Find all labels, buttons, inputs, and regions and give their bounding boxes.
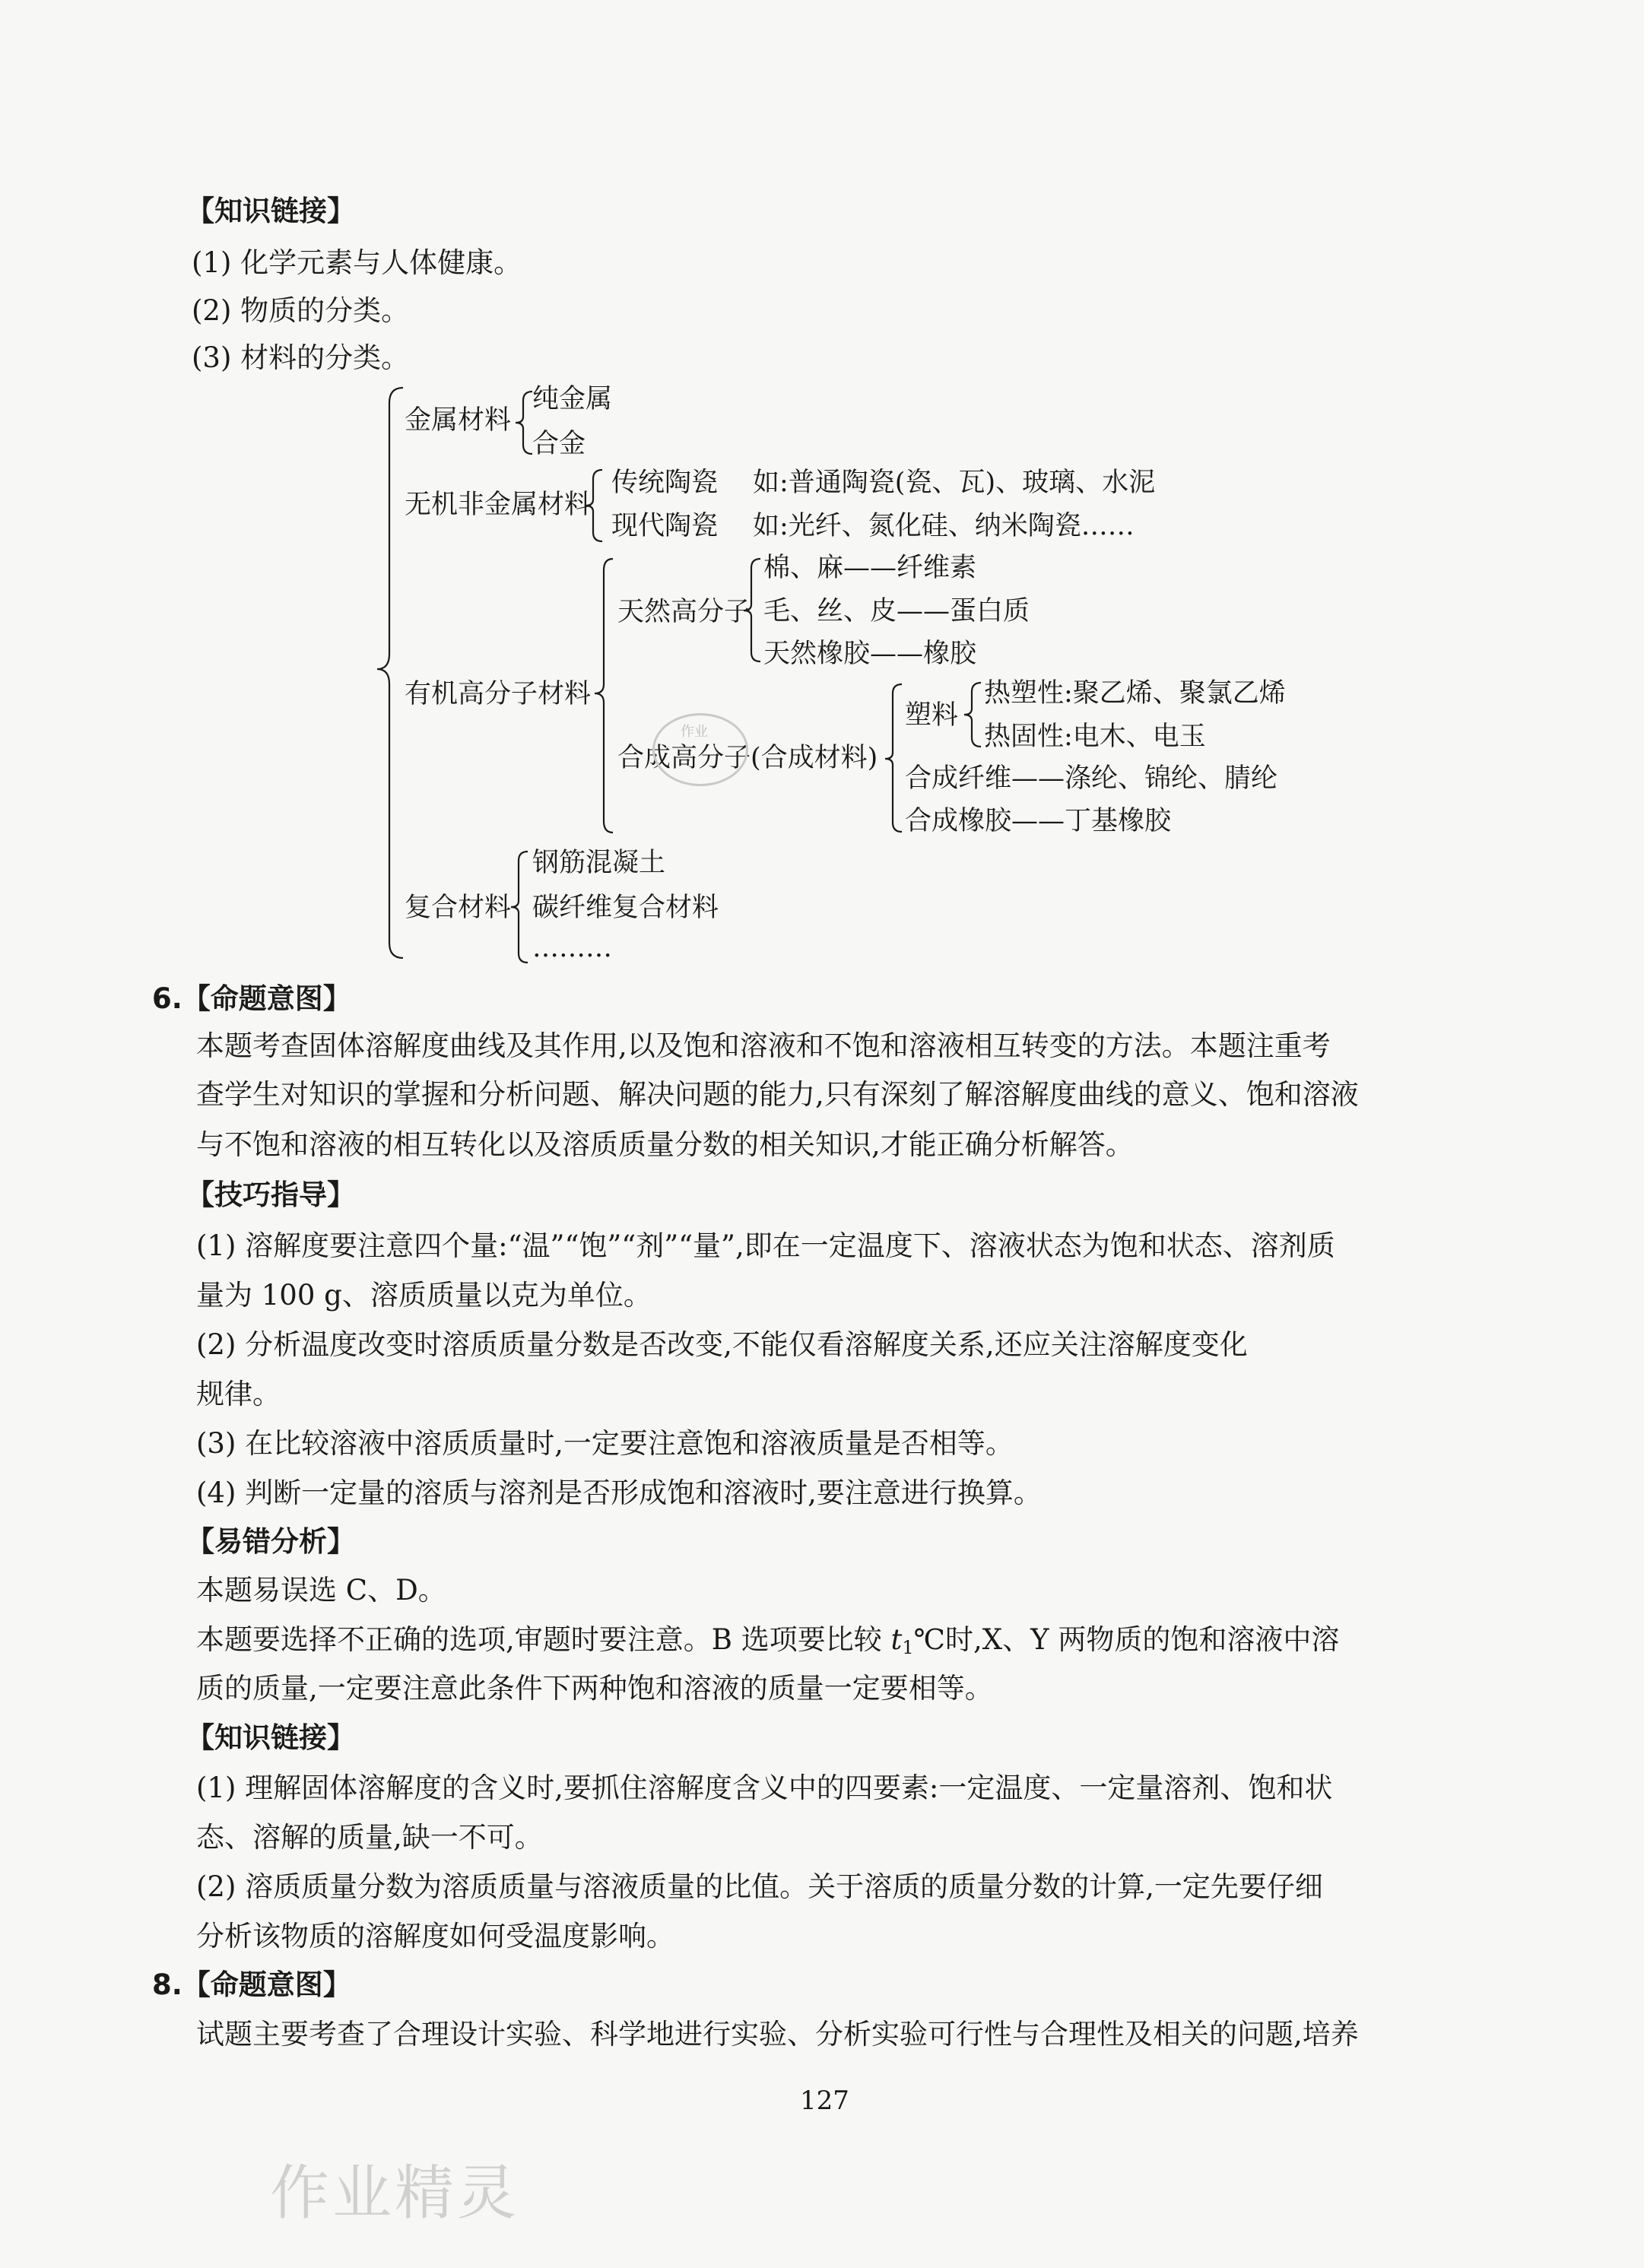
tree-inorganic-row-1-example: 如:普通陶瓷(瓷、瓦)、玻璃、水泥 bbox=[753, 468, 1156, 498]
tree-natural-label: 天然高分子 bbox=[617, 597, 751, 627]
q6-link-line-2: 态、溶解的质量,缺一不可。 bbox=[196, 1821, 543, 1854]
q6-skill-line-6: (4) 判断一定量的溶质与溶剂是否形成饱和溶液时,要注意进行换算。 bbox=[196, 1477, 1042, 1509]
tree-inorganic-row-2-name: 现代陶瓷 bbox=[611, 511, 719, 541]
tree-plastic-child-2: 热固性:电木、电玉 bbox=[984, 722, 1206, 752]
q6-heading: 6.【命题意图】 bbox=[152, 982, 351, 1015]
q6-error-line-3: 质的质量,一定要注意此条件下两种饱和溶液的质量一定要相等。 bbox=[196, 1672, 993, 1705]
watermark: 作业精灵 bbox=[270, 2159, 520, 2228]
temperature-subscript: 1 bbox=[902, 1637, 914, 1658]
q8-heading: 8.【命题意图】 bbox=[152, 1968, 351, 2001]
q6-error-line-2-post: ℃时,X、Y 两物质的饱和溶液中溶 bbox=[913, 1623, 1340, 1656]
tree-synthetic-other-2: 合成橡胶——丁基橡胶 bbox=[905, 806, 1172, 836]
tree-synthetic-other-1: 合成纤维——涤纶、锦纶、腈纶 bbox=[905, 763, 1278, 794]
tree-natural-child-1: 棉、麻——纤维素 bbox=[763, 553, 977, 583]
knowledge-item-3: (3) 材料的分类。 bbox=[192, 341, 410, 374]
faint-stamp-text: 作业 bbox=[681, 724, 708, 740]
tree-composite-child-1: 钢筋混凝土 bbox=[532, 848, 666, 878]
section-heading-knowledge-link: 【知识链接】 bbox=[186, 195, 355, 227]
q6-skill-line-1: (1) 溶解度要注意四个量:“温”“饱”“剂”“量”,即在一定温度下、溶液状态为饱和状态、溶剂质 bbox=[196, 1229, 1335, 1262]
tree-synthetic-label: 合成高分子(合成材料) bbox=[617, 743, 878, 773]
tree-metal-label: 金属材料 bbox=[405, 405, 512, 436]
q6-error-line-2 bbox=[196, 1623, 1340, 1658]
tree-plastic-child-1: 热塑性:聚乙烯、聚氯乙烯 bbox=[984, 678, 1286, 709]
tree-metal-child-1: 纯金属 bbox=[532, 384, 613, 414]
tree-composite-child-3: ……… bbox=[532, 933, 612, 963]
page-number: 127 bbox=[800, 2086, 849, 2116]
q6-intent-line-2: 查学生对知识的掌握和分析问题、解决问题的能力,只有深刻了解溶解度曲线的意义、饱和溶液 bbox=[196, 1078, 1359, 1111]
q6-skill-line-4: 规律。 bbox=[196, 1378, 281, 1410]
tree-composite-label: 复合材料 bbox=[405, 893, 512, 923]
q6-skill-heading: 【技巧指导】 bbox=[186, 1178, 355, 1211]
tree-metal-child-2: 合金 bbox=[532, 429, 586, 459]
temperature-variable: t bbox=[890, 1623, 903, 1656]
knowledge-item-2: (2) 物质的分类。 bbox=[192, 294, 410, 327]
q6-error-line-1: 本题易误选 C、D。 bbox=[196, 1574, 446, 1607]
knowledge-item-1: (1) 化学元素与人体健康。 bbox=[192, 246, 522, 279]
q6-skill-line-5: (3) 在比较溶液中溶质质量时,一定要注意饱和溶液质量是否相等。 bbox=[196, 1427, 1014, 1460]
q6-link-line-1: (1) 理解固体溶解度的含义时,要抓住溶解度含义中的四要素:一定温度、一定量溶剂、饱和状 bbox=[196, 1772, 1333, 1804]
tree-inorganic-row-1-name: 传统陶瓷 bbox=[611, 468, 719, 498]
tree-organic-label: 有机高分子材料 bbox=[405, 679, 592, 709]
q6-skill-line-2: 量为 100 g、溶质质量以克为单位。 bbox=[196, 1279, 652, 1312]
q6-link-heading: 【知识链接】 bbox=[186, 1721, 355, 1754]
q6-link-line-3: (2) 溶质质量分数为溶质质量与溶液质量的比值。关于溶质的质量分数的计算,一定先要仔细 bbox=[196, 1870, 1323, 1903]
tree-natural-child-3: 天然橡胶——橡胶 bbox=[763, 639, 977, 669]
tree-inorganic-label: 无机非金属材料 bbox=[405, 490, 592, 520]
tree-composite-child-2: 碳纤维复合材料 bbox=[532, 893, 719, 923]
tree-plastic-label: 塑料 bbox=[905, 700, 959, 731]
q6-link-line-4: 分析该物质的溶解度如何受温度影响。 bbox=[196, 1920, 674, 1952]
q6-error-heading: 【易错分析】 bbox=[186, 1525, 355, 1558]
q6-intent-line-1: 本题考查固体溶解度曲线及其作用,以及饱和溶液和不饱和溶液相互转变的方法。本题注重考 bbox=[196, 1029, 1331, 1062]
q6-skill-line-3: (2) 分析温度改变时溶质质量分数是否改变,不能仅看溶解度关系,还应关注溶解度变化 bbox=[196, 1328, 1248, 1361]
tree-natural-child-2: 毛、丝、皮——蛋白质 bbox=[763, 596, 1030, 626]
q6-error-line-2-pre: 本题要选择不正确的选项,审题时要注意。B 选项要比较 bbox=[196, 1623, 891, 1656]
q8-intent-line-1: 试题主要考查了合理设计实验、科学地进行实验、分析实验可行性与合理性及相关的问题,培养 bbox=[196, 2018, 1359, 2051]
q6-intent-line-3: 与不饱和溶液的相互转化以及溶质质量分数的相关知识,才能正确分析解答。 bbox=[196, 1128, 1134, 1161]
tree-inorganic-row-2-example: 如:光纤、氮化硅、纳米陶瓷…… bbox=[753, 511, 1135, 541]
